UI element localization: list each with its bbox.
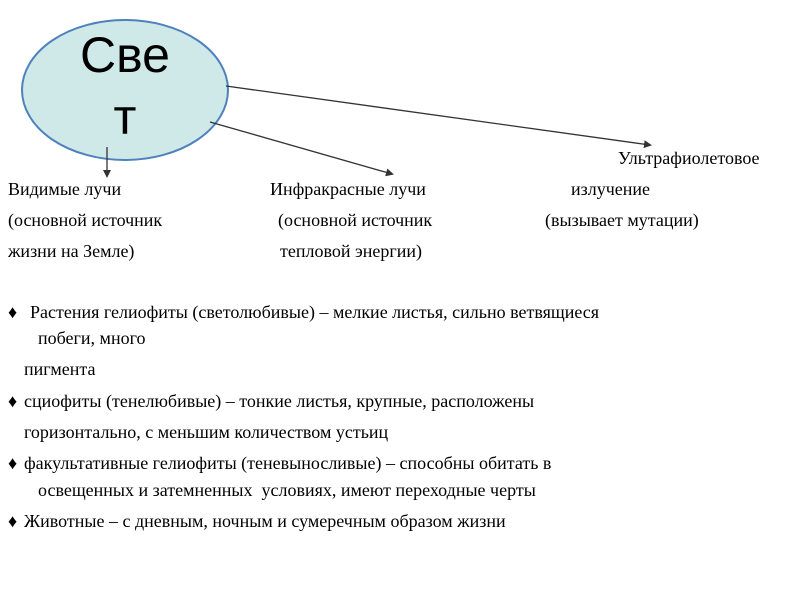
note-heliophytes: Растения гелиофиты (светолюбивые) – мелкие листья, сильно ветвящиеся [30,302,600,322]
infrared-rays-description-cont: тепловой энергии) [280,241,422,261]
note-sciophytes: сциофиты (тенелюбивые) – тонкие листья, крупные, расположены [24,391,535,411]
ultraviolet-description: (вызывает мутации) [545,210,699,230]
concept-title-line-2: т [113,89,137,145]
bullet-animals: ♦ [8,511,18,531]
connector-to-infrared-rays [210,122,392,174]
ultraviolet-label: Ультрафиолетовое [618,148,760,168]
connector-to-ultraviolet-radiation [226,86,650,145]
bullet-sciophytes: ♦ [8,391,18,411]
note-facultative-heliophytes-cont: освещенных и затемненных условиях, имеют переходные черты [38,480,536,500]
note-heliophytes-cont-2: пигмента [24,359,96,379]
ultraviolet-label-cont: излучение [571,179,651,199]
visible-rays-description-cont: жизни на Земле) [8,241,135,261]
bullet-heliophytes: ♦ [8,302,18,322]
visible-rays-label: Видимые лучи [8,179,122,199]
infrared-rays-description: (основной источник [278,210,433,230]
note-animals: Животные – с дневным, ночным и сумеречным образом жизни [24,511,506,531]
note-sciophytes-cont: горизонтально, с меньшим количеством устьиц [24,422,389,442]
concept-title-line-1: Све [80,27,170,83]
note-heliophytes-cont: побеги, много [38,328,146,348]
bullet-facultative: ♦ [8,453,18,473]
visible-rays-description: (основной источник [8,210,163,230]
note-facultative-heliophytes: факультативные гелиофиты (теневыносливые) – способны обитать в [24,453,552,473]
infrared-rays-label: Инфракрасные лучи [270,179,426,199]
